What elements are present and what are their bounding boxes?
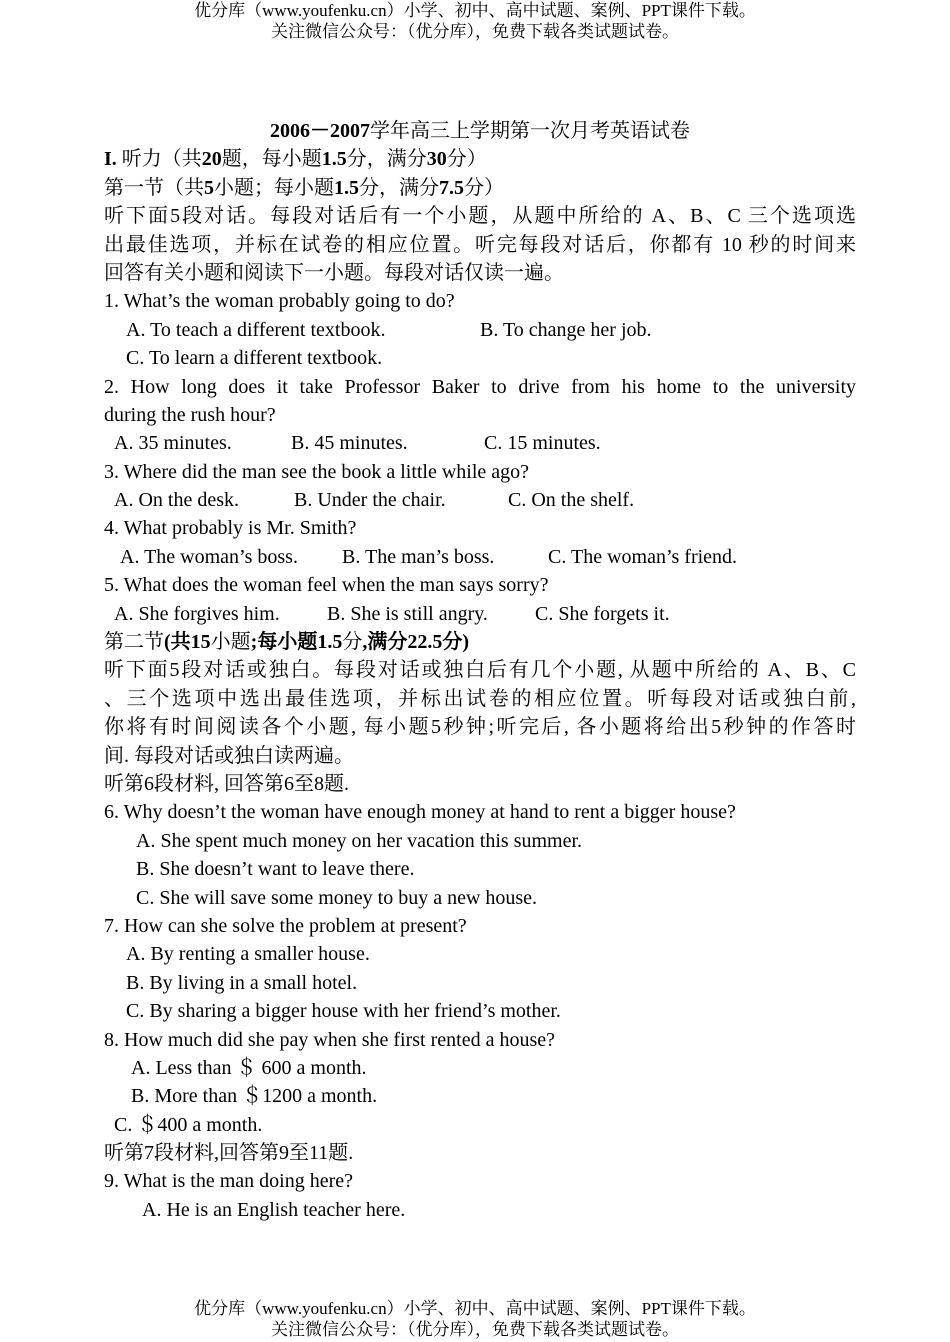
q5-option-c: C. She forgets it. [535,602,670,625]
header-line-1: 优分库（www.youfenku.cn）小学、初中、高中试题、案例、PPT课件下载。 [194,1,756,20]
q8-option-a: A. Less than ＄ 600 a month. [131,1056,367,1079]
question-2-stem-line-1: 2. How long does it take Professor Baker to drive from his home to the university [104,375,856,398]
q2-option-c: C. 15 minutes. [484,432,601,455]
q5-option-b: B. She is still angry. [327,602,488,625]
page-title [104,117,856,145]
question-2-options-row [104,429,856,457]
q4-option-a: A. The woman’s boss. [120,545,298,568]
question-8-stem: 8. How much did she pay when she first rented a house? [104,1028,555,1051]
section1-instructions-1: 听下面5段对话。每段对话后有一个小题，从题中所给的 A、B、C 三个选项选 [104,205,856,228]
section2-instructions-3: 你将有时间阅读各个小题, 每小题5秒钟;听完后, 各小题将给出5秒钟的作答时 [104,716,856,739]
q3-option-a: A. On the desk. [114,489,239,512]
title-year: 2006－2007 [270,120,370,142]
q9-option-a: A. He is an English teacher here. [142,1198,406,1221]
question-3-options-row [104,486,856,514]
q6-option-c: C. She will save some money to buy a new house. [136,886,538,909]
q4-option-c: C. The woman’s friend. [548,545,738,568]
q7-option-b: B. By living in a small hotel. [126,971,358,994]
exam-content [104,117,856,1224]
page-header [0,0,950,42]
q1-option-a: A. To teach a different textbook. [126,318,386,341]
q4-option-b: B. The man’s boss. [342,545,495,568]
part1-heading: I. 听力（共20题，每小题1.5分，满分30分） [104,148,487,171]
question-5-options-row [104,600,856,628]
q6-option-b: B. She doesn’t want to leave there. [136,858,415,881]
q3-option-c: C. On the shelf. [508,489,635,512]
section2-heading: 第二节(共15小题;每小题1.5分,满分22.5分) [104,631,470,654]
q2-option-b: B. 45 minutes. [291,432,408,455]
section2-instructions-1: 听下面5段对话或独白。每段对话或独白后有几个小题, 从题中所给的 A、B、C [104,659,856,682]
question-5-stem: 5. What does the woman feel when the man says sorry? [104,574,549,597]
question-7-stem: 7. How can she solve the problem at present? [104,914,467,937]
q6-option-a: A. She spent much money on her vacation this summer. [136,829,583,852]
question-3-stem: 3. Where did the man see the book a little while ago? [104,460,530,483]
q8-option-b: B. More than ＄1200 a month. [131,1085,378,1108]
material-7-heading: 听第7段材料,回答第9至11题. [104,1142,354,1165]
title-text: 学年高三上学期第一次月考英语试卷 [370,120,690,142]
question-9-stem: 9. What is the man doing here? [104,1170,354,1193]
q3-option-b: B. Under the chair. [294,489,446,512]
q1-option-b: B. To change her job. [480,318,652,341]
question-4-options-row [104,543,856,571]
q1-option-c: C. To learn a different textbook. [126,347,383,370]
q7-option-a: A. By renting a smaller house. [126,943,370,966]
footer-line-1: 优分库（www.youfenku.cn）小学、初中、高中试题、案例、PPT课件下载。 [194,1299,756,1318]
footer-line-2: 关注微信公众号：（优分库），免费下载各类试题试卷。 [271,1320,679,1339]
section1-heading: 第一节（共5小题；每小题1.5分，满分7.5分） [104,176,504,199]
q2-option-a: A. 35 minutes. [114,432,232,455]
question-1-options-row [104,316,856,344]
q5-option-a: A. She forgives him. [114,602,280,625]
question-2-stem-line-2: during the rush hour? [104,403,276,426]
question-6-stem: 6. Why doesn’t the woman have enough money at hand to rent a bigger house? [104,801,736,824]
q8-option-c: C. ＄400 a month. [114,1113,263,1136]
q7-option-c: C. By sharing a bigger house with her friend’s mother. [126,1000,561,1023]
question-1-stem: 1. What’s the woman probably going to do? [104,290,455,313]
section2-instructions-4: 间. 每段对话或独白读两遍。 [104,744,354,767]
material-6-heading: 听第6段材料, 回答第6至8题. [104,772,349,795]
section1-instructions-2: 出最佳选项，并标在试卷的相应位置。听完每段对话后，你都有 10 秒的时间来 [104,233,856,256]
section1-instructions-3: 回答有关小题和阅读下一小题。每段对话仅读一遍。 [104,261,564,284]
section2-instructions-2: 、三个选项中选出最佳选项，并标出试卷的相应位置。听每段对话或独白前, [104,687,856,710]
page-footer [0,1298,950,1340]
header-line-2: 关注微信公众号：（优分库），免费下载各类试题试卷。 [271,22,679,41]
question-4-stem: 4. What probably is Mr. Smith? [104,517,357,540]
